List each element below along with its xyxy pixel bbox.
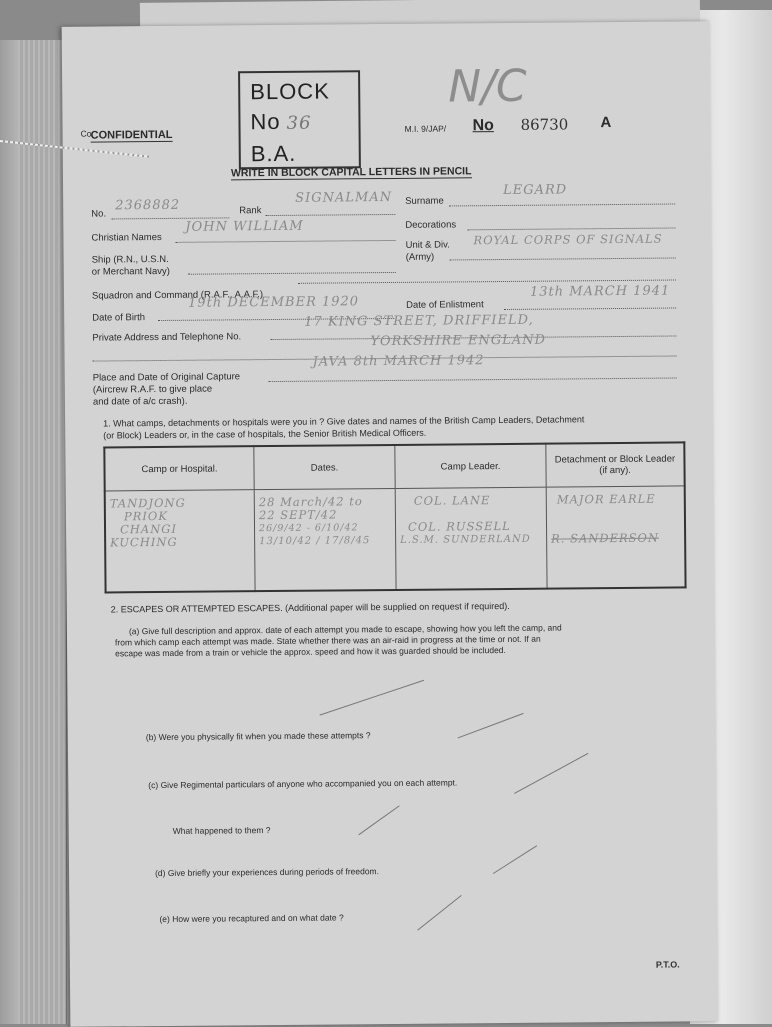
blank-slash-d: [493, 845, 537, 874]
camp-4: KUCHING: [110, 534, 178, 550]
leader-1: COL. LANE: [413, 493, 491, 508]
question-1-text-2: (or Block) Leaders or, in the case of hospitals, the Senior British Medical Officers.: [103, 427, 427, 441]
address-line-2: YORKSHIRE ENGLAND: [370, 332, 547, 350]
detachment-1: MAJOR EARLE: [556, 491, 656, 507]
nc-mark: N/C: [447, 60, 527, 113]
enlistment-value: 13th MARCH 1941: [529, 283, 671, 300]
decorations-line: [467, 227, 675, 230]
pto-label: P.T.O.: [655, 959, 680, 970]
unit-label-2: (Army): [405, 251, 435, 263]
question-2c-followup: What happened to them ?: [172, 825, 271, 836]
dates-1: 28 March/42 to: [258, 494, 363, 510]
question-2a-line-1: (a) Give full description and approx. date of each attempt you made to escape, showing how you left the camp, and: [128, 622, 562, 637]
leader-3: COL. RUSSELL: [407, 518, 511, 534]
stamp-block-text: BLOCK: [250, 78, 330, 105]
blank-slash-e: [417, 895, 461, 931]
capture-label-3: and date of a/c crash).: [92, 395, 188, 408]
blank-slash-c: [514, 753, 588, 794]
serial-number: 86730: [520, 115, 569, 134]
squadron-label: Squadron and Command (R.A.F., A.A.F.): [91, 289, 264, 302]
serial-suffix: A: [600, 114, 612, 132]
dates-4: 13/10/42 / 17/8/45: [259, 535, 371, 548]
form-sheet: [62, 21, 719, 1027]
unit-line: [450, 257, 676, 260]
camp-cell: [105, 490, 255, 593]
capture-label-2: (Aircrew R.A.F. to give place: [92, 383, 213, 396]
camps-table: [103, 441, 686, 593]
detachment-4: R. SANDERSON: [551, 530, 660, 546]
leader-cell: [395, 487, 547, 590]
enlistment-label: Date of Enlistment: [406, 299, 484, 311]
christian-names-line: [176, 240, 396, 243]
dob-value: 19th DECEMBER 1920: [188, 294, 360, 311]
question-2c: (c) Give Regimental particulars of anyone who accompanied you on each attempt.: [148, 777, 458, 791]
detachment-cell: [546, 486, 685, 589]
ship-line: [188, 272, 396, 275]
col-leader-header: Camp Leader.: [395, 444, 546, 489]
question-2d: (d) Give briefly your experiences during periods of freedom.: [154, 866, 380, 879]
col-camp-header: Camp or Hospital.: [104, 446, 254, 491]
christian-names-value: JOHN WILLIAM: [185, 218, 304, 235]
dates-3: 26/9/42 - 6/10/42: [258, 522, 359, 535]
unit-label-1: Unit & Div.: [405, 239, 450, 251]
dob-label: Date of Birth: [92, 312, 146, 324]
camp-1: TANDJONG: [109, 495, 186, 511]
leader-4: L.S.M. SUNDERLAND: [400, 533, 531, 546]
rank-line: [265, 214, 395, 216]
stamp-number: 36: [286, 112, 312, 134]
question-2b: (b) Were you physically fit when you made these attempts ?: [145, 730, 371, 743]
rank-label: Rank: [239, 205, 262, 217]
address-label: Private Address and Telephone No.: [92, 331, 242, 344]
surname-value: LEGARD: [503, 182, 568, 199]
dates-cell: [254, 488, 396, 591]
camp-2: PRIOK: [123, 508, 168, 524]
confidential-label: CONFIDENTIAL: [90, 128, 173, 142]
surname-line: [449, 203, 675, 206]
form-code: M.I. 9/JAP/: [404, 123, 447, 134]
question-2a-line-2: from which camp each attempt was made. State whether there was an air-raid in progress at the time or not. If an: [114, 633, 541, 648]
question-2-title: 2. ESCAPES OR ATTEMPTED ESCAPES. (Additional paper will be supplied on request if required).: [110, 600, 510, 615]
block-stamp: [238, 70, 361, 169]
christian-names-label: Christian Names: [91, 231, 162, 244]
ship-label-2: or Merchant Navy): [91, 265, 170, 278]
capture-label-1: Place and Date of Original Capture: [92, 371, 241, 384]
confidential-prefix: Co.: [80, 128, 94, 139]
question-2e: (e) How were you recaptured and on what date ?: [159, 912, 344, 925]
enlistment-line: [504, 307, 676, 310]
serial-no-label: No: [472, 117, 494, 135]
blank-slash-a: [320, 680, 425, 716]
blank-slash-c2: [358, 805, 399, 835]
rank-value: SIGNALMAN: [295, 189, 393, 206]
question-1-text-1: 1. What camps, detachments or hospitals were you in ? Give dates and names of the British Camp Leaders, Detachment: [103, 414, 585, 429]
stamp-ba-text: B.A.: [250, 140, 297, 167]
address-line-1: 17 KING STREET, DRIFFIELD,: [304, 312, 534, 330]
pencil-instruction: WRITE IN BLOCK CAPITAL LETTERS IN PENCIL: [230, 165, 472, 180]
surname-label: Surname: [405, 195, 444, 207]
question-2a-line-3: escape was made from a train or vehicle the approx. speed and how it was guarded should be included.: [115, 644, 506, 659]
binder-spine: [18, 40, 67, 1024]
stamp-no-text: No: [250, 108, 281, 135]
no-label: No.: [91, 208, 107, 220]
unit-value: ROYAL CORPS OF SIGNALS: [473, 231, 663, 248]
blank-slash-b: [458, 713, 524, 738]
no-value: 2368882: [115, 197, 181, 214]
capture-value: JAVA 8th MARCH 1942: [312, 353, 485, 370]
col-detachment-header: Detachment or Block Leader (if any).: [546, 442, 685, 487]
detachment-2: [551, 505, 680, 519]
dates-2: 22 SEPT/42: [258, 507, 338, 523]
decorations-label: Decorations: [405, 219, 457, 231]
col-dates-header: Dates.: [254, 445, 395, 490]
camp-3: CHANGI: [119, 521, 178, 537]
capture-line: [269, 377, 677, 382]
ship-label-1: Ship (R.N., U.S.N.: [91, 253, 169, 266]
